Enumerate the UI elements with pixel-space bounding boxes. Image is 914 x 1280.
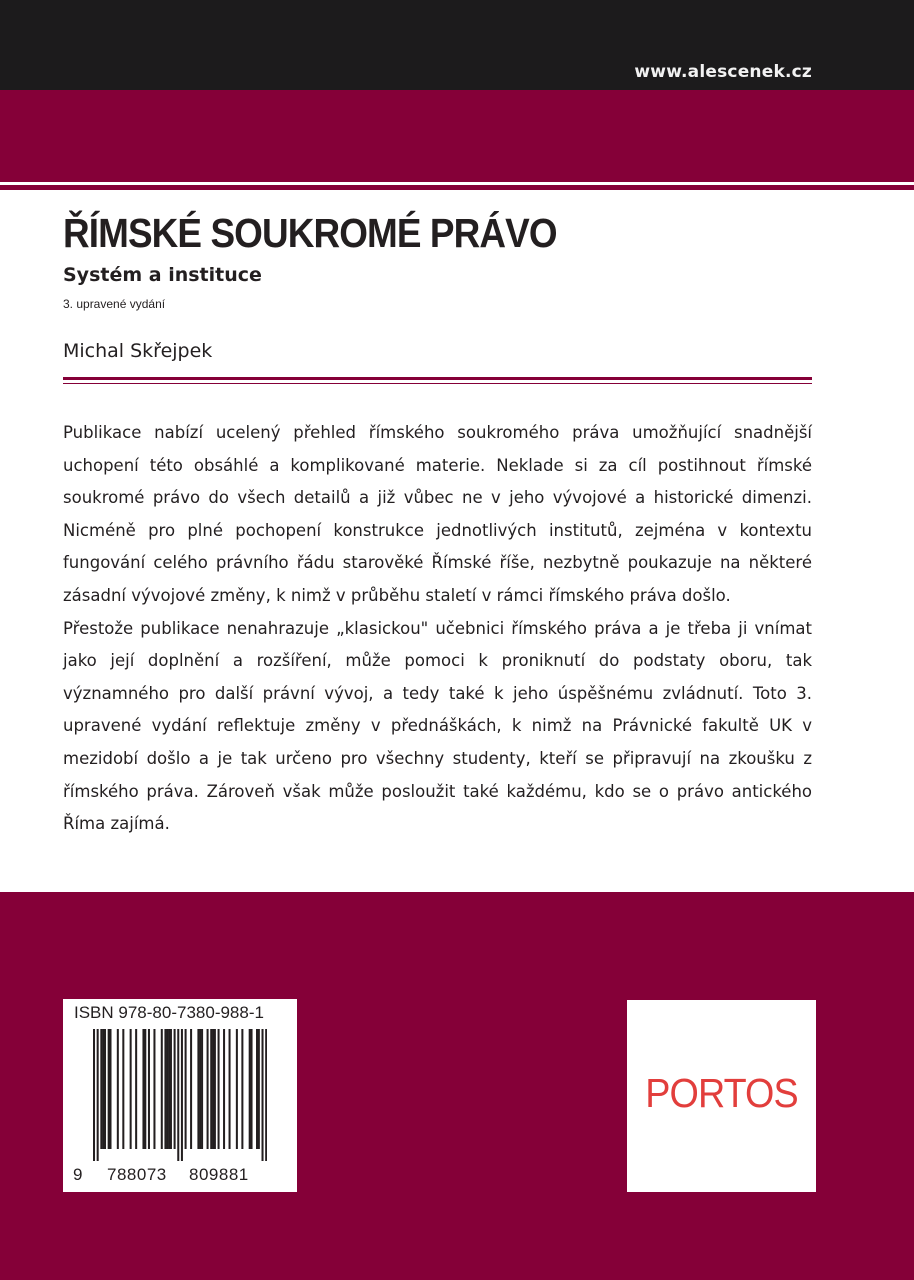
barcode-bar (212, 1029, 214, 1149)
blurb-paragraph-2: Přestože publikace nenahrazuje „klasickou" učebnici římského práva a je třeba ji vnímat jako její doplnění a rozšíření, může pomoci k proniknutí do podstaty oboru, tak významného pro další právní vývoj, a tedy také k jeho úspěšnému zvládnutí. Toto 3. upravené vydání reflektuje změny v přednáškách, k nimž na Právnické fakultě UK v mezidobí došlo a je tak určeno pro všechny studenty, kteří se připravují na zkoušku z římského práva. Zároveň však může posloužit také každému, kdo se o právo antického Říma zajímá. (63, 618, 812, 834)
book-title: ŘÍMSKÉ SOUKROMÉ PRÁVO (63, 210, 557, 256)
barcode-bar (102, 1029, 104, 1149)
barcode-bar (166, 1029, 168, 1149)
barcode-bar (258, 1029, 260, 1149)
blurb-paragraph-1: Publikace nabízí ucelený přehled římského soukromého práva umožňující snadnější uchopení této obsáhlé a komplikované materie. Neklade si za cíl postihnout římské soukromé právo do všech detailů a již vůbec ne v jeho vývojové a historické dimenzi. Nicméně pro plné pochopení konstrukce jednotlivých institutů, zejména v kontextu fungování celého právního řádu starověké Římské říše, nezbytně poukazuje na některé zásadní vývojové změny, k nimž v průběhu staletí v rámci římského práva došlo. (63, 423, 812, 605)
barcode-bar (117, 1029, 119, 1149)
book-subtitle: Systém a instituce (63, 264, 262, 286)
barcode-digits-left: 788073 (107, 1165, 167, 1184)
barcode-bar (249, 1029, 251, 1149)
barcode-bar (181, 1029, 183, 1161)
barcode-bar (97, 1029, 99, 1161)
barcode-digit-lead: 9 (73, 1165, 83, 1184)
barcode-bar (144, 1029, 146, 1149)
author-name: Michal Skřejpek (63, 340, 213, 362)
barcode-bar (265, 1029, 267, 1161)
publisher-logo: PORTOS (645, 1070, 798, 1116)
barcode-bar (207, 1029, 209, 1149)
barcode-bar (142, 1029, 144, 1149)
barcode-bar (218, 1029, 220, 1149)
barcode-bar (174, 1029, 176, 1149)
barcode-bar (223, 1029, 225, 1149)
barcode-bar (197, 1029, 199, 1149)
barcode-bar (177, 1029, 179, 1161)
barcode-bar (190, 1029, 192, 1149)
barcode-digits-right: 809881 (189, 1165, 249, 1184)
barcode-bar (262, 1029, 264, 1161)
barcode-bar (153, 1029, 155, 1149)
barcode-bar (251, 1029, 253, 1149)
edition-note: 3. upravené vydání (63, 297, 166, 311)
barcode-bar (185, 1029, 187, 1149)
publisher-logo-box (627, 1000, 816, 1192)
barcode-bar (108, 1029, 110, 1149)
website-url: www.alescenek.cz (634, 62, 812, 82)
barcode-bar (214, 1029, 216, 1149)
barcode-bar (229, 1029, 231, 1149)
blurb-text (63, 417, 812, 841)
barcode-icon (93, 1029, 267, 1161)
barcode-bar (104, 1029, 106, 1149)
barcode-bar (210, 1029, 212, 1149)
barcode-bar (256, 1029, 258, 1149)
barcode-bar (168, 1029, 170, 1149)
barcode-bar (148, 1029, 150, 1149)
isbn-label: ISBN 978-80-7380-988-1 (74, 1003, 264, 1022)
top-bar (0, 0, 914, 90)
barcode-bar (100, 1029, 102, 1149)
barcode-bar (122, 1029, 124, 1149)
barcode-bar (135, 1029, 137, 1149)
barcode-bar (236, 1029, 238, 1149)
barcode-bar (164, 1029, 166, 1149)
barcode-bar (130, 1029, 132, 1149)
barcode-bar (93, 1029, 95, 1161)
header-divider-line (0, 185, 914, 190)
author-divider-thin (63, 383, 812, 384)
barcode-bar (109, 1029, 111, 1149)
barcode-bar (201, 1029, 203, 1149)
barcode-box (63, 999, 297, 1192)
header-color-band (0, 90, 914, 182)
barcode-bar (199, 1029, 201, 1149)
barcode-bar (170, 1029, 172, 1149)
barcode-bar (161, 1029, 163, 1149)
author-divider-thick (63, 377, 812, 380)
barcode-bar (241, 1029, 243, 1149)
